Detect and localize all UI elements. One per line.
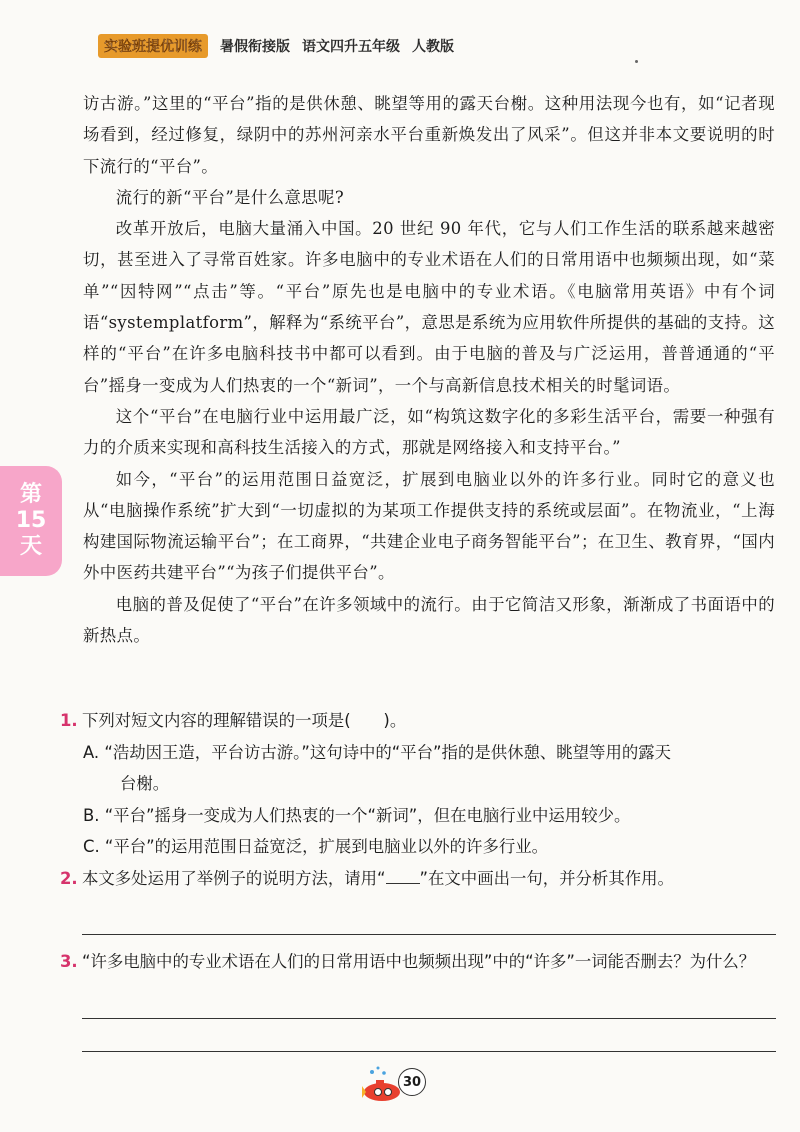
option-text: “平台”摇身一变成为人们热衷的一个“新词”，但在电脑行业中运用较少。	[104, 805, 631, 825]
day-tab-number: 15	[15, 508, 47, 533]
questions	[60, 705, 776, 1052]
passage-paragraph: 流行的新“平台”是什么意思呢?	[115, 187, 345, 207]
passage-paragraph: 访古游。”这里的“平台”指的是供休憩、眺望等用的露天台榭。这种用法现今也有，如“记者现场看到，经过修复，绿阴中的苏州河亲水平台重新焕发出了风采”。但这并非本文要说明的时下流行的“平台”。	[83, 94, 775, 176]
answer-line[interactable]	[82, 1051, 776, 1052]
decorative-dot	[635, 60, 638, 63]
book-brand: 实验班提优训练	[98, 34, 208, 58]
option-label: A.	[83, 742, 100, 762]
option-text: “平台”的运用范围日益宽泛，扩展到电脑业以外的许多行业。	[104, 837, 549, 856]
question-number: 2.	[60, 868, 78, 888]
question-text: 下列对短文内容的理解错误的一项是( )。	[82, 711, 407, 730]
question-3	[60, 946, 776, 978]
answer-space	[60, 978, 776, 1018]
passage-paragraph: 如今，“平台”的运用范围日益宽泛，扩展到电脑业以外的许多行业。同时它的意义也从“电脑操作系统”扩大到“一切虚拟的为某项工作提供支持的系统或层面”。在物流业，“上海构建国际物流运输平台”；在工商界，“共建企业电子商务智能平台”；在卫生、教育界，“国内外中医药共建平台”“为孩子们提供平台”。	[83, 469, 775, 583]
option-c[interactable]	[83, 831, 776, 863]
page-footer	[358, 1060, 438, 1110]
book-edition: 暑假衔接版	[220, 39, 290, 55]
day-tab-suffix: 天	[19, 534, 42, 559]
question-text: “许多电脑中的专业术语在人们的日常用语中也频频出现”中的“许多”一词能否删去？为什么？	[82, 952, 756, 971]
day-tab-prefix: 第	[19, 482, 42, 507]
option-label: C.	[83, 837, 100, 856]
question-text-end: ”在文中画出一句，并分析其作用。	[419, 868, 674, 888]
option-text-continued: 台榭。	[120, 774, 170, 793]
option-text: “浩劫因王造，平台访古游。”这句诗中的“平台”指的是供休憩、眺望等用的露天	[104, 742, 672, 762]
question-1	[60, 705, 776, 737]
passage	[83, 88, 775, 651]
day-tab	[0, 466, 62, 576]
option-label: B.	[83, 805, 100, 825]
page-number: 30	[398, 1068, 426, 1096]
answer-space	[60, 894, 776, 934]
book-publisher: 人教版	[412, 39, 454, 55]
question-number: 3.	[60, 952, 78, 971]
passage-paragraph: 改革开放后，电脑大量涌入中国。20 世纪 90 年代，它与人们工作生活的联系越来越密切，甚至进入了寻常百姓家。许多电脑中的专业术语在人们的日常用语中也频频出现，如“菜单”“因特网”“点击”等。“平台”原先也是电脑中的专业术语。《电脑常用英语》中有个词语“systemplatform”，解释为“系统平台”，意思是系统为应用软件所提供的基础的支持。这样的“平台”在许多电脑科技书中都可以看到。由于电脑的普及与广泛运用，普普通通的“平台”摇身一变成为人们热衷的一个“新词”，一个与高新信息技术相关的时髦词语。	[83, 219, 775, 395]
passage-paragraph: 电脑的普及促使了“平台”在许多领域中的流行。由于它简洁又形象，渐渐成了书面语中的新热点。	[83, 594, 775, 646]
question-number: 1.	[60, 711, 78, 730]
underline-mark	[386, 869, 420, 884]
book-subject: 语文四升五年级	[302, 39, 400, 55]
option-a[interactable]	[83, 737, 776, 800]
passage-paragraph: 这个“平台”在电脑行业中运用最广泛，如“构筑这数字化的多彩生活平台，需要一种强有力的介质来实现和高科技生活接入的方式，那就是网络接入和支持平台。”	[83, 406, 775, 458]
option-b[interactable]	[83, 800, 776, 832]
page-header	[98, 33, 454, 59]
question-2	[60, 863, 776, 895]
question-text: 本文多处运用了举例子的说明方法，请用“	[82, 868, 386, 888]
